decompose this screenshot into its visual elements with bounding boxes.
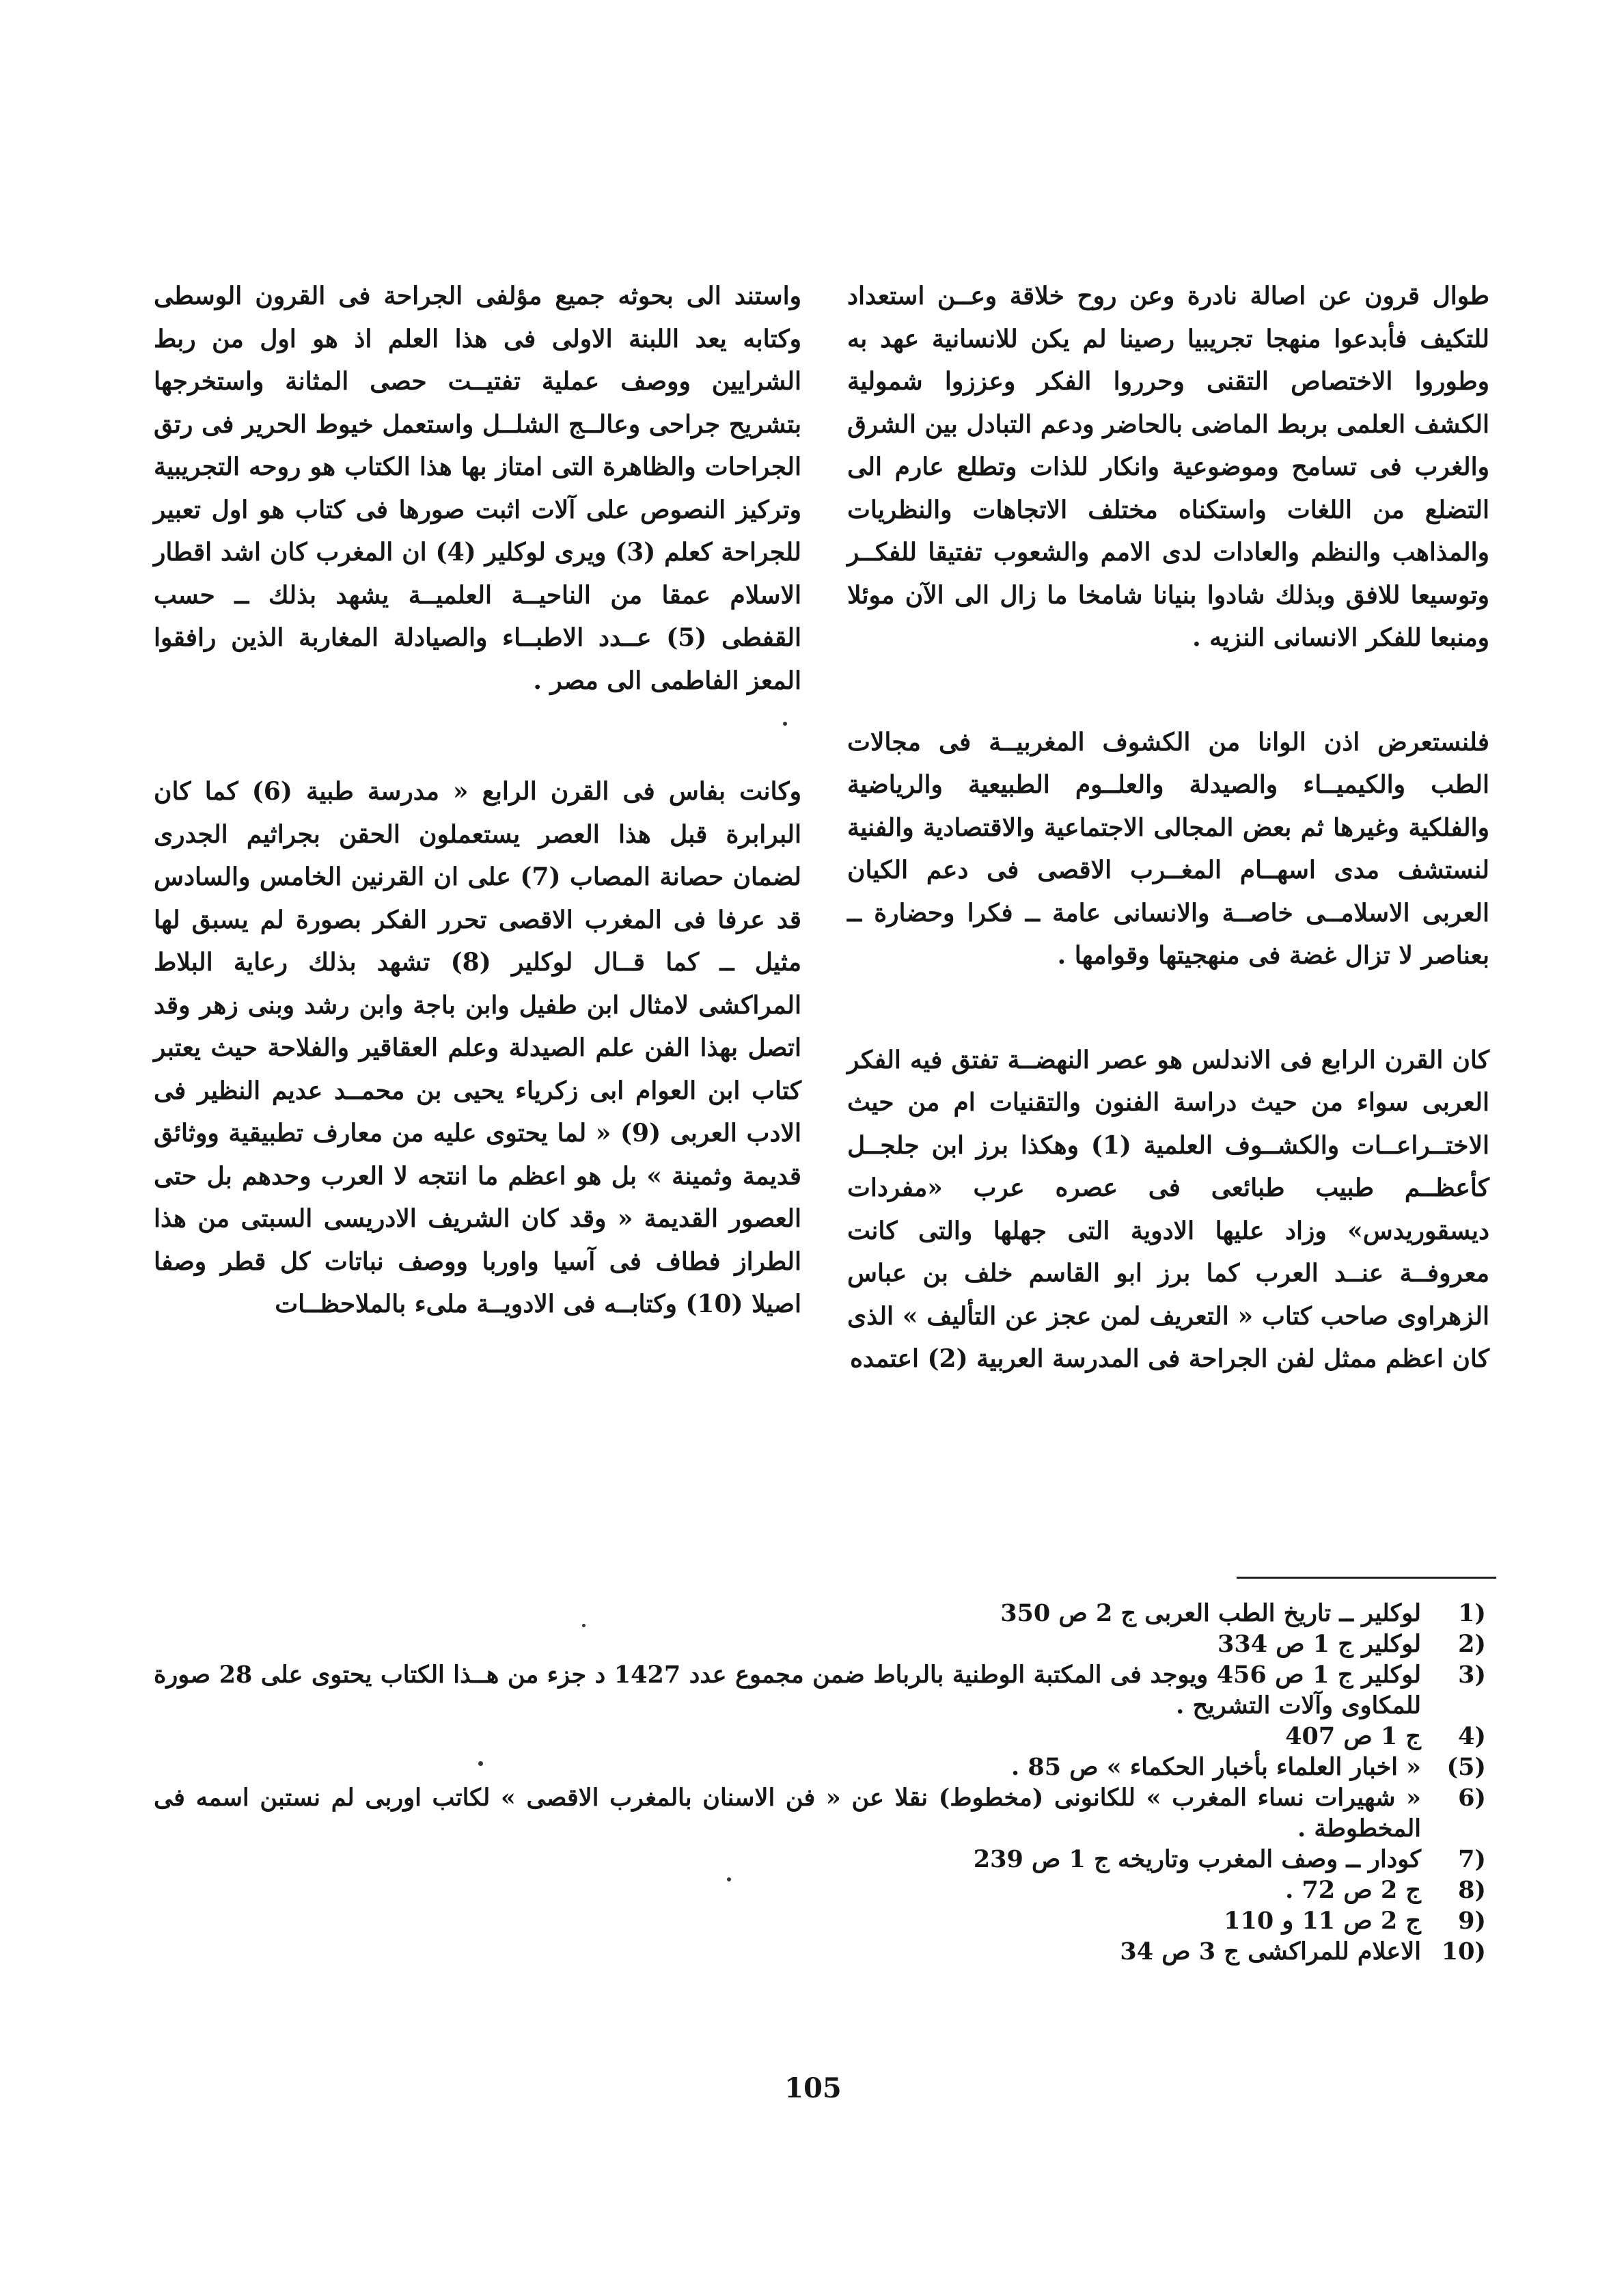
footnote-number: 6) xyxy=(1458,1784,1486,1812)
footnote-item xyxy=(154,1905,1486,1936)
footnote-separator-rule xyxy=(1237,1577,1496,1579)
footnote-text: لوكلير ج 1 ص 456 ويوجد فى المكتبة الوطنية بالرباط ضمن مجموع عدد 1427 د جزء من هــذا الكتاب يحتوى على 28 صورة للمكاوى وآلات التشريح . xyxy=(154,1661,1421,1719)
footnote-text: لوكلير ج 1 ص 334 xyxy=(1217,1630,1421,1658)
footnote-item xyxy=(154,1752,1486,1782)
paragraph-survey-intro: فلنستعرض اذن الوانا من الكشوف المغربيــة فى مجالات الطب والكيميــاء والصيدلة والعلــوم الطبيعية والرياضية والفلكية وغيرها ثم بعض المجالى الاجتماعية والاقتصادية والفنية لنستشف مدى اسهــام المغــرب الاقصى فى دعم الكيان العربى الاسلامــى خاصــة والانسانى عامة ــ فكرا وحضارة ــ بعناصر لا تزال غضة فى منهجيتها وقوامها . xyxy=(847,727,1489,970)
footnote-item xyxy=(154,1629,1486,1659)
footnote-text: لوكلير ــ تاريخ الطب العربى ج 2 ص 350 xyxy=(1000,1599,1421,1627)
footnote-text: « شهيرات نساء المغرب » للكانونى (مخطوط) نقلا عن « فن الاسنان بالمغرب الاقصى » لكاتب اوربى لم نستبن اسمه فى المخطوطة . xyxy=(154,1784,1421,1843)
footnote-number: 8) xyxy=(1458,1876,1486,1904)
footnote-item xyxy=(154,1875,1486,1905)
scan-speck xyxy=(582,1624,586,1627)
footnote-text: ج 2 ص 11 و 110 xyxy=(1224,1907,1421,1935)
scan-speck xyxy=(478,1761,483,1766)
paragraph-andalus-fourth-century: كان القرن الرابع فى الاندلس هو عصر النهضــة تفتق فيه الفكر العربى سواء من حيث دراسة الفنون والتقنيات ام من حيث الاختــراعــات والكشــوف العلمية (1) وهكذا برز ابن جلجــل كأعظــم طبيب طبائعى فى عصره عرب «مفردات ديسقوريدس» وزاد عليها الادوية التى جهلها والتى كانت معروفــة عنــد العرب كما برز ابو القاسم خلف بن عباس الزهراوى صاحب كتاب « التعريف لمن عجز عن التأليف » الذى كان اعظم ممثل لفن الجراحة فى المدرسة العربية (2) اعتمده xyxy=(847,1045,1489,1373)
footnote-number: 4) xyxy=(1458,1722,1486,1750)
footnote-text: كودار ــ وصف المغرب وتاريخه ج 1 ص 239 xyxy=(973,1845,1421,1873)
footnote-number: 9) xyxy=(1458,1907,1486,1935)
footnote-text: الاعلام للمراكشى ج 3 ص 34 xyxy=(1120,1938,1421,1966)
footnote-item xyxy=(154,1936,1486,1967)
footnote-item xyxy=(154,1721,1486,1752)
left-text-column xyxy=(154,275,801,1326)
footnote-text: ج 1 ص 407 xyxy=(1285,1722,1421,1750)
footnote-number: 1) xyxy=(1458,1599,1486,1627)
scan-speck xyxy=(783,722,787,726)
footnote-number: (5) xyxy=(1446,1753,1486,1781)
scan-speck xyxy=(727,1877,731,1881)
footnote-item xyxy=(154,1659,1486,1721)
paragraph-intro-conclusion: طوال قرون عن اصالة نادرة وعن روح خلاقة وعــن استعداد للتكيف فأبدعوا منهجا تجريبيا رصينا لم يكن للانسانية عهد به وطوروا الاختصاص التقنى وحرروا الفكر وعززوا شمولية الكشف العلمى بربط الماضى بالحاضر ودعم التبادل بين الشرق والغرب فى تسامح وموضوعية وانكار للذات وتطلع عارم الى التضلع من اللغات واستكناه مختلف الاتجاهات والنظريات والمذاهب والنظم والعادات لدى الامم والشعوب تفتيقا للفكــر وتوسيعا للافق وبذلك شادوا بنيانا شامخا ما زال الى الآن موئلا ومنبعا للفكر الانسانى النزيه . xyxy=(847,282,1489,652)
paragraph-fez-medical-school: وكانت بفاس فى القرن الرابع « مدرسة طبية (6) كما كان البرابرة قبل هذا العصر يستعملون الحقن بجراثيم الجدرى لضمان حصانة المصاب (7) على ان القرنين الخامس والسادس قد عرفا فى المغرب الاقصى تحرر الفكر بصورة لم يسبق لها مثيل ــ كما قــال لوكلير (8) تشهد بذلك رعاية البلاط المراكشى لامثال ابن طفيل وابن باجة وابن رشد وبنى زهر وقد اتصل بهذا الفن علم الصيدلة وعلم العقاقير والفلاحة حيث يعتبر كتاب ابن العوام ابى زكرياء يحيى بن محمــد عديم النظير فى الادب العربى (9) « لما يحتوى عليه من معارف تطبيقية ووثائق قديمة وثمينة » بل هو اعظم ما انتجه لا العرب وحدهم بل حتى العصور القديمة « وقد كان الشريف الادريسى السبتى من هذا الطراز فطاف فى آسيا واوربا ووصف نباتات كل قطر وصفا اصيلا (10) وكتابــه فى الادويــة ملىء بالملاحظــات xyxy=(154,777,802,1318)
paragraph-zahrawi-surgery: واستند الى بحوثه جميع مؤلفى الجراحة فى القرون الوسطى وكتابه يعد اللبنة الاولى فى هذا العلم اذ هو اول من ربط الشرايين ووصف عملية تفتيــت حصى المثانة واستخرجها بتشريح جراحى وعالــج الشلــل واستعمل خيوط الحرير فى رتق الجراحات والظاهرة التى امتاز بها هذا الكتاب هو روحه التجريبية وتركيز النصوص على آلات اثبت صورها فى كتاب هو اول تعبير للجراحة كعلم (3) ويرى لوكلير (4) ان المغرب كان اشد اقطار الاسلام عمقا من الناحيــة العلميــة يشهد بذلك ــ حسب القفطى (5) عــدد الاطبــاء والصيادلة المغاربة الذين رافقوا المعز الفاطمى الى مصر . xyxy=(154,282,802,695)
footnote-number: 7) xyxy=(1458,1845,1486,1873)
footnote-item xyxy=(154,1782,1486,1844)
footnote-number: 10) xyxy=(1441,1938,1486,1966)
footnotes-list xyxy=(154,1598,1486,1967)
footnote-item xyxy=(154,1598,1486,1629)
footnote-text: ج 2 ص 72 . xyxy=(1285,1876,1421,1904)
footnote-number: 3) xyxy=(1458,1661,1486,1689)
footnote-item xyxy=(154,1844,1486,1875)
page-number: 105 xyxy=(784,2072,842,2104)
right-text-column xyxy=(847,275,1489,1381)
footnote-text: « اخبار العلماء بأخبار الحكماء » ص 85 . xyxy=(1011,1753,1421,1781)
footnote-number: 2) xyxy=(1458,1630,1486,1658)
